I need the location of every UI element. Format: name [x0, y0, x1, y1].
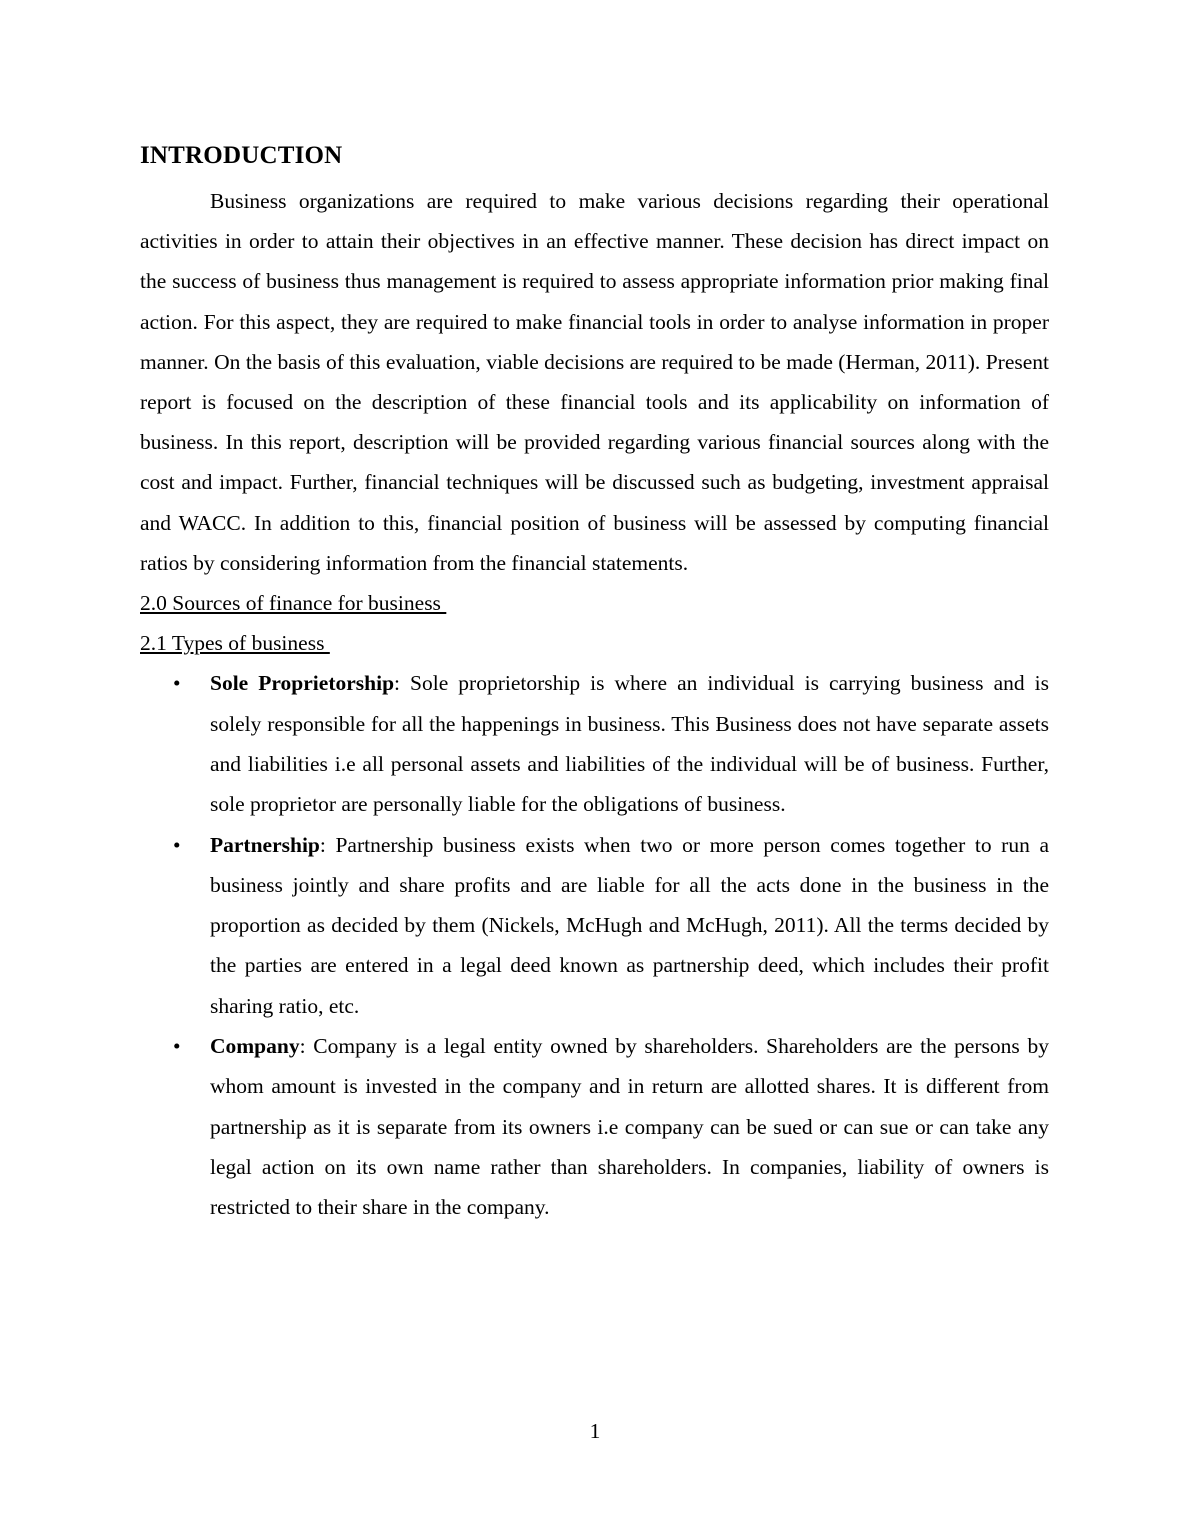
list-item-term: Company [210, 1034, 300, 1059]
list-item-company [140, 1026, 1049, 1227]
business-types-list [140, 663, 1049, 1227]
bullet-icon: • [173, 832, 181, 857]
page-content [140, 138, 1049, 1228]
page-number: 1 [589, 1419, 601, 1443]
list-item-text: : Sole proprietorship is where an individual is carrying business and is solely responsible for all the happenings in business. This Business does not have separate assets and liabilities i.e all personal assets and liabilities of the individual will be of business. Further, sole proprietor are personally liable for the obligations of business. [210, 671, 1049, 817]
list-item-text: : Company is a legal entity owned by shareholders. Shareholders are the persons by whom amount is invested in the company and in return are allotted shares. It is different from partnership as it is separate from its owners i.e company can be sued or can sue or can take any legal action on its own name rather than shareholders. In companies, liability of owners is restricted to their share in the company. [210, 1034, 1049, 1220]
bullet-icon: • [173, 671, 181, 696]
list-item-text: : Partnership business exists when two or more person comes together to run a business jointly and share profits and are liable for all the acts done in the business in the proportion as decided by them (Nickels, McHugh and McHugh, 2011). All the terms decided by the parties are entered in a legal deed known as partnership deed, which includes their profit sharing ratio, etc. [210, 832, 1049, 1018]
intro-paragraph: Business organizations are required to make various decisions regarding their operational activities in order to attain their objectives in an effective manner. These decision has direct impact on the success of business thus management is required to assess appropriate information prior making final action. For this aspect, they are required to make financial tools in order to analyse information in proper manner. On the basis of this evaluation, viable decisions are required to be made (Herman, 2011). Present report is focused on the description of these financial tools and its applicability on information of business. In this report, description will be provided regarding various financial sources along with the cost and impact. Further, financial techniques will be discussed such as budgeting, investment appraisal and WACC. In addition to this, financial position of business will be assessed by computing financial ratios by considering information from the financial statements. [140, 189, 1049, 575]
subheading-types-of-business: 2.1 Types of business [140, 631, 330, 656]
list-item-partnership [140, 825, 1049, 1026]
list-item-term: Sole Proprietorship [210, 671, 395, 696]
subheading-sources-of-finance: 2.0 Sources of finance for business [140, 591, 447, 616]
section-heading-introduction: INTRODUCTION [140, 142, 343, 169]
list-item-sole-proprietorship [140, 663, 1049, 824]
bullet-icon: • [173, 1034, 181, 1059]
list-item-term: Partnership [210, 832, 320, 857]
